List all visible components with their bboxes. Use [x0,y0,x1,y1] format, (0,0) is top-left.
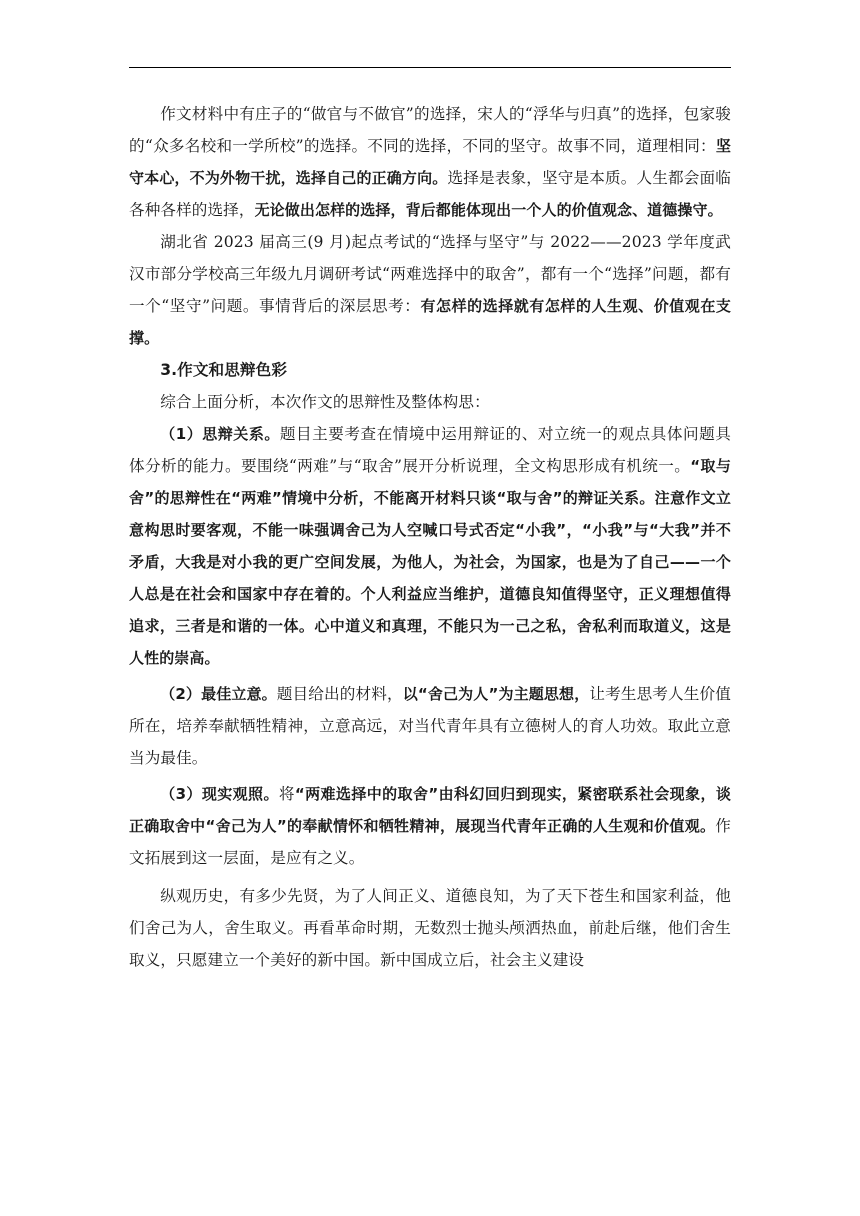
paragraph-material-analysis [129,98,731,226]
list-item-reality [129,778,731,874]
text-run: 让考生思考人生价值所在，培养奉献牺牲精神，立意高远，对当代青年具有立德树人的育人功效。取此立意当为最佳。 [129,685,731,767]
text-run: 湖北省 2023 届高三(9 月)起点考试的“选择与坚守”与 2022——2023 学年度武汉市部分学校高三年级九月调研考试“两难选择中的取舍”，都有一个“选择”问题，都有一个“坚守”问题。事情背后的深层思考： [129,233,731,315]
text-run: 题目主要考查在情境中运用辩证的、对立统一的观点具体问题具体分析的能力。要围绕“两难”与“取舍”展开分析说理，全文构思形成有机统一。 [129,425,731,475]
bold-text: 以“舍己为人”为主题思想， [402,685,590,703]
text-run: 作文拓展到这一层面，是应有之义。 [129,817,731,867]
section-heading: 3.作文和思辩色彩 [160,361,288,379]
paragraph-history: 纵观历史，有多少先贤，为了人间正义、道德良知，为了天下苍生和国家利益，他们舍己为人，舍生取义。再看革命时期，无数烈士抛头颅洒热血，前赴后继，他们舍生取义，只愿建立一个美好的新中国。新中国成立后，社会主义建设 [129,887,731,969]
bold-text: 无论做出怎样的选择，背后都能体现出一个人的价值观念、道德操守。 [254,201,723,219]
list-item-best-theme [129,678,731,774]
text-run: 作文材料中有庄子的“做官与不做官”的选择，宋人的“浮华与归真”的选择，包家骏的“众多名校和一学所校”的选择。不同的选择，不同的坚守。故事不同，道理相同： [129,105,731,155]
bold-text: “取与舍”的思辩性在“两难”情境中分析，不能离开材料只谈“取与舍”的辩证关系。注意作文立意构思时要客观，不能一味强调舍己为人空喊口号式否定“小我”，“小我”与“大我”并不矛盾，大我是对小我的更广空间发展，为他人，为社会，为国家，也是为了自己——一个人总是在社会和国家中存在着的。个人利益应当维护，道德良知值得坚守，正义理想值得追求，三者是和谐的一体。心中道义和真理，不能只为一己之私，舍私利而取道义，这是人性的崇高。 [129,457,731,667]
header-rule [129,67,731,68]
text-run: 题目给出的材料， [276,685,403,703]
paragraph-exam-comparison [129,226,731,354]
bold-text: “两难选择中的取舍”由科幻回归到现实，紧密联系社会现象，谈正确取舍中“舍己为人”的奉献情怀和牺牲精神，展现当代青年正确的人生观和价值观。 [129,785,731,835]
text-run: 选择是表象，坚守是本质。人生都会面临各种各样的选择， [129,169,731,219]
bold-text: 有怎样的选择就有怎样的人生观、价值观在支撑。 [129,297,731,347]
text-run: 将 [278,785,295,803]
list-item-dialectic [129,418,731,674]
bold-text: 坚守本心，不为外物干扰，选择自己的正确方向。 [129,137,731,187]
paragraph-intro: 综合上面分析，本次作文的思辩性及整体构思： [160,393,490,411]
document-body [129,98,731,976]
item-label: （2）最佳立意。 [160,685,277,703]
item-label: （1）思辩关系。 [160,425,280,443]
item-label: （3）现实观照。 [160,785,279,803]
